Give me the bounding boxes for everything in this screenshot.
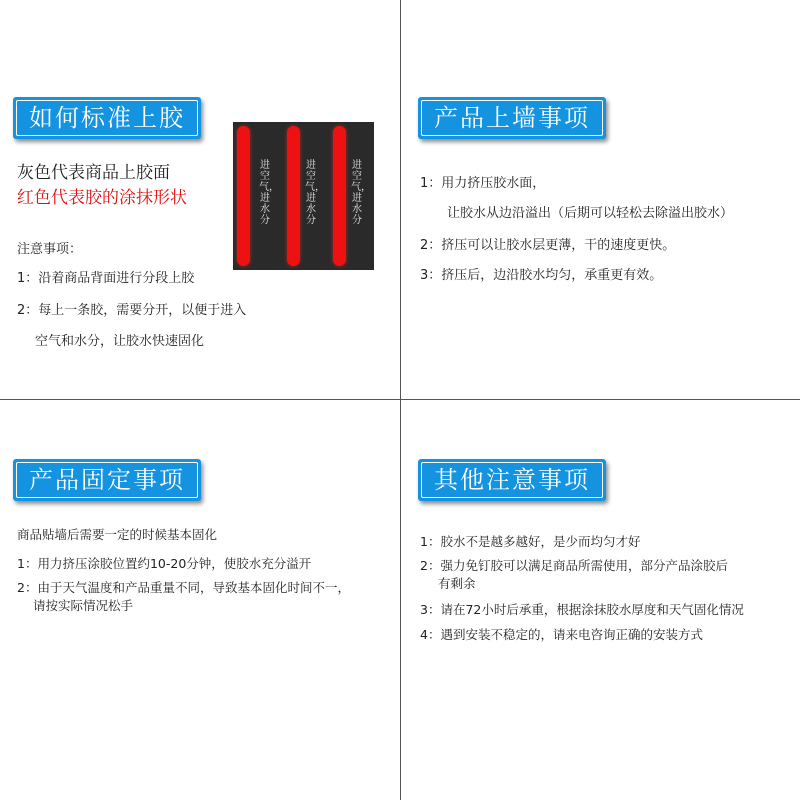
q1-title-badge bbox=[13, 97, 201, 139]
q2-title-badge bbox=[418, 97, 606, 139]
stripe-label: 进空气，进水分 bbox=[305, 160, 325, 226]
q4-item-2-cont: 有剩余 bbox=[438, 576, 476, 591]
glue-stripe bbox=[287, 126, 300, 266]
q4-item-1: 1：胶水不是越多越好，是少而均匀才好 bbox=[420, 534, 641, 549]
q4-item-4: 4：遇到安装不稳定的，请来电咨询正确的安装方式 bbox=[420, 627, 703, 642]
q4-title-badge bbox=[418, 459, 606, 501]
q2-title: 产品上墙事项 bbox=[434, 104, 590, 132]
q4-title: 其他注意事项 bbox=[434, 466, 590, 494]
q3-item-2: 2：由于天气温度和产品重量不同，导致基本固化时间不一， bbox=[17, 580, 350, 595]
q1-item-1: 1：沿着商品背面进行分段上胶 bbox=[17, 271, 195, 286]
q1-line-gray: 灰色代表商品上胶面 bbox=[17, 163, 170, 183]
q1-item-2-cont: 空气和水分，让胶水快速固化 bbox=[35, 334, 205, 349]
q2-item-3: 3：挤压后，边沿胶水均匀，承重更有效。 bbox=[420, 268, 663, 283]
q1-note-heading: 注意事项： bbox=[17, 242, 83, 257]
q1-item-2: 2：每上一条胶，需要分开，以便于进入 bbox=[17, 303, 247, 318]
q3-intro: 商品贴墙后需要一定的时候基本固化 bbox=[17, 527, 218, 542]
q3-item-1: 1：用力挤压涂胶位置约10-20分钟，使胶水充分溢开 bbox=[17, 556, 312, 571]
q1-line-red: 红色代表胶的涂抹形状 bbox=[17, 188, 187, 208]
vertical-divider bbox=[400, 0, 401, 800]
horizontal-divider bbox=[0, 399, 800, 400]
glue-stripe bbox=[333, 126, 346, 266]
q2-item-1: 1：用力挤压胶水面， bbox=[420, 176, 546, 191]
glue-stripe bbox=[237, 126, 250, 266]
q4-item-2: 2：强力免钉胶可以满足商品所需使用，部分产品涂胶后 bbox=[420, 558, 728, 573]
q3-title-badge bbox=[13, 459, 201, 501]
q2-item-1-cont: 让胶水从边沿溢出（后期可以轻松去除溢出胶水） bbox=[447, 206, 734, 221]
q4-item-3: 3：请在72小时后承重，根据涂抹胶水厚度和天气固化情况 bbox=[420, 602, 744, 617]
q2-item-2: 2：挤压可以让胶水层更薄，干的速度更快。 bbox=[420, 238, 676, 253]
q3-item-2-cont: 请按实际情况松手 bbox=[33, 598, 134, 613]
stripe-label: 进空气，进水分 bbox=[259, 160, 279, 226]
q1-title: 如何标准上胶 bbox=[29, 104, 185, 132]
glue-stripes-illustration bbox=[233, 122, 374, 270]
q3-title: 产品固定事项 bbox=[29, 466, 185, 494]
stripe-label: 进空气，进水分 bbox=[351, 160, 371, 226]
